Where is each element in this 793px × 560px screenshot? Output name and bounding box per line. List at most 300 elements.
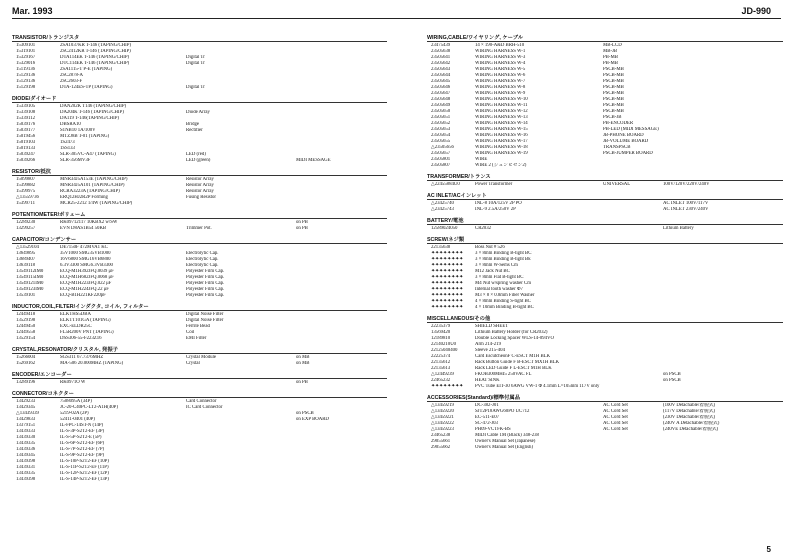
part-location: on PB [296,220,308,225]
part-remark: TRANSPSCB [603,145,631,150]
part-description: ERQ12HJ2R2P Forming [60,195,108,200]
part-description: RK09712117 10KBX2 w/SW [60,220,118,225]
part-number: ✦✦✦✦✦✦✦✦ [431,263,464,268]
part-description: SGS311 67.7376MHZ [60,355,104,360]
part-number: 15339108 [16,110,36,115]
part-remark: Diode Array [186,110,210,115]
parts-section [12,370,387,386]
part-number: 15329167 [16,55,36,60]
part-description: Power Transformer [475,182,513,187]
part-description: DTC114EK T-146 (TAPING/CHIP) [60,61,130,66]
parts-section [427,216,783,232]
part-remark: PSCB-MB [603,85,624,90]
part-number: 22465232 [431,378,451,383]
part-description: 4 × 8mm Binding S-tight BC [475,299,531,304]
part-number: 13439333 [16,429,36,434]
part-number: 15399975 [16,189,36,194]
part-description: 52411-0401 (40P) [60,417,95,422]
part-number: ✦✦✦✦✦✦✦✦ [431,293,464,298]
header-rule [12,18,781,19]
part-description: 2SC2878-A [60,73,83,78]
part-number: 13429833 [16,417,36,422]
part-description: IL-S-10P-S2T2-EF (10P) [60,459,109,464]
part-number: 29055662 [431,445,451,450]
part-description: IL-S-3P-S2T2-EF (3P) [60,429,105,434]
part-description: 1SS133 [60,146,75,151]
part-number: 23505654 [431,133,451,138]
part-number: 12449418 [16,312,36,317]
part-location: (100V Detachable/着脱式) [663,403,716,408]
part-description: WIRE 2 (ジュンビセン2) [475,163,527,168]
part-description: WIRING HARNESS W-11 [475,103,528,108]
part-description: IL-S-11P-S2T2-EF (11P) [60,465,109,470]
part-number: 15129136 [16,73,36,78]
part-description: MCR25-2212 1/4W (TAPING/CHIP) [60,201,133,206]
part-description: WIRING HARNESS W-16 [475,133,528,138]
part-description: MA-506 20.000MHZ (TAPING) [60,361,124,366]
part-description: ECQ-M1H682JFQ.0068 μF [60,275,114,280]
part-number: 22135638 [431,245,451,250]
part-number: 23505649 [431,103,451,108]
part-remark: Trimmer Pot. [186,226,212,231]
part-remark [603,445,663,451]
part-number: △23505656 [431,145,454,150]
part-number: 22140210U0 [431,342,457,347]
section-title: ACCESSORIES(Standard)/標準付属品 [427,393,783,402]
part-description: IL-S-6P-S2T2-EF (6P) [60,441,105,446]
part-description: DAN202K T146 (TAPING/CHIP) [60,104,127,109]
parts-section [12,302,387,342]
part-location [296,336,386,342]
part-number: 15019133 [16,146,36,151]
part-description: 1S2473 [60,140,75,145]
section-title: INDUCTOR,COIL,FILTER/インダクタ, コイル, フィルター [12,302,387,311]
part-description: RCRA3223A (TAPING/CHIP) [60,189,120,194]
part-remark: PSCB-MB [603,97,624,102]
part-remark: PB-LED (MIDI MESSAGE) [603,127,659,132]
part-remark: AC Cord Set [603,421,628,426]
part-number: 23505641 [431,55,451,60]
part-remark [603,384,663,390]
part-description: IL-S-5P-S2T2-E (5P) [60,435,102,440]
part-remark: Polyester Film Cap. [186,293,225,298]
part-description: SC-472-J03 [475,421,498,426]
left-column [12,30,387,483]
part-remark [603,163,663,169]
part-number: ✦✦✦✦✦✦✦✦ [431,299,464,304]
part-description: 6.3V3300 SMG6.3VB3300 [60,263,113,268]
part-description: ECQ-M1H392JFQ.0039 μF [60,269,114,274]
part-remark: Electrolytic Cap. [186,251,219,256]
part-number: 23505807 [431,163,451,168]
part-remark: EMI Filter [186,336,207,341]
part-number: 13549115IM0 [16,275,44,280]
part-description: DTA-124ES-TP (TAPING) [60,85,113,90]
part-remark: LED (green) [186,158,211,163]
part-description: INL-9 2.5A/250V 2P [475,207,516,212]
part-number: 23505646 [431,85,451,90]
part-number: 13439398 [16,477,36,482]
part-remark: Crystal [186,361,200,366]
part-number: 13429345 [16,405,36,410]
part-number: △13459220 [431,409,454,414]
part-description: WIRING HARNESS W-7 [475,79,526,84]
parts-row [12,158,387,164]
part-number: 15399882 [16,183,36,188]
part-description: Sleeve 215-404 [475,348,505,353]
header-model: JD-990 [741,6,771,16]
part-description: WIRING HARNESS W-1 [475,49,526,54]
part-number: 22235379 [431,324,451,329]
part-remark: Electrolytic Cap. [186,257,219,262]
part-location: on PSCB [663,378,681,383]
part-number: 22225374 [431,354,451,359]
parts-row [427,445,783,451]
part-number: △23425740 [431,201,454,206]
part-number: 13549123IM0 [16,287,44,292]
part-remark: AC Cord Set [603,427,628,432]
part-description: Internal tooth washer Φ7 [475,287,523,292]
part-number: 15119136 [16,67,36,72]
part-location [663,384,783,390]
part-description: IL-S-9P-S2T2-EF (9P) [60,453,105,458]
part-remark: Rectifier [186,128,203,133]
section-title: BATTERY/電池 [427,216,783,225]
part-description: 2SA1037KR T-146 (TAPING/CHIP) [60,43,132,48]
part-description: Rack LED Guide F L-ESCT M1H BLK [475,366,552,371]
part-location: AC INLET 230V/240V [663,207,709,212]
part-remark: Resistor Array [186,183,214,188]
part-description: DTA114EK T-146 (TAPING/CHIP) [60,55,130,60]
part-description: WIRING HARNESS W-5 [475,67,526,72]
part-number: 13439345 [16,453,36,458]
part-remark: PSCB-MB [603,109,624,114]
part-number: 12189810 [431,336,451,341]
part-number: 12449558 [16,330,36,335]
part-number: 23505638 [431,49,451,54]
part-description: MNR34J5A153E (TAPING/CHIP) [60,177,128,182]
part-description: WIRING HARNESS W-4 [475,61,526,66]
parts-row [427,163,783,169]
part-description: JC-20-C40PC-LT2-A1H(40P) [60,405,118,410]
part-remark: Resistor Array [186,177,214,182]
part-description: 3 × 8mm Flat B-tight BC [475,275,524,280]
part-description: ECQ-M1H223JFQ.022 μF [60,281,112,286]
parts-section [427,172,783,188]
part-remark: Digital Noise Filter [186,318,224,323]
part-remark: UNIVERSAL [603,182,631,187]
section-title: ENCODER/エンコーダー [12,370,387,379]
parts-row [12,380,387,386]
parts-row [427,226,783,232]
part-number: △13529104 [16,245,39,250]
part-location: (230V Detachable/着脱式) [663,415,716,420]
part-description: DSS306-55-F223Z16 [60,336,102,341]
right-column [427,30,783,451]
parts-row [12,477,387,483]
section-title: AC INLET/ACインレット [427,191,783,200]
part-remark: PB-MB [603,55,618,60]
part-description: 5219-02A (2P) [60,411,89,416]
part-number: 15266004 [16,355,36,360]
part-remark: Bridge [186,122,200,127]
part-number: 15339112 [16,116,36,121]
part-description: Owner's Manual Set (English) [475,445,534,450]
section-title: DIODE/ダイオード [12,94,387,103]
part-description: RK0971O W [60,380,86,385]
part-number: 13649895 [16,251,36,256]
parts-row [427,207,783,213]
part-number: 12589024050 [431,226,458,231]
parts-row [427,384,783,390]
part-description: DA204K T-146 (TAPING/CHIP) [60,110,124,115]
part-description: 2SC2603-F [60,79,83,84]
part-number: △13459222 [431,421,454,426]
part-location [296,85,386,91]
part-remark: Coil [186,330,195,335]
part-remark: Crystal Module [186,355,216,360]
part-number: △12449239 [431,372,454,377]
part-number: 12289230 [16,220,36,225]
part-number: 13289196 [16,380,36,385]
part-description: ELKTT101GA (TAPING) [60,318,111,323]
section-title: CONNECTOR/コネクター [12,389,387,398]
part-number: △13459219 [431,403,454,408]
part-description: ELKTHS5DBA [60,312,91,317]
part-number: 23505645 [431,79,451,84]
section-title: WIRING,CABLE/ワイヤリング, ケーブル [427,33,783,42]
part-description: INL-8 10A/125V 2P PO [475,201,522,206]
part-description: WIRE [475,157,488,162]
parts-section [12,345,387,367]
part-number: ✦✦✦✦✦✦✦✦ [431,384,464,389]
part-number: △13559736 [16,195,39,200]
parts-row [12,85,387,91]
part-description: WIRING HARNESS W-6 [475,73,526,78]
part-description: EXC-ELDR25C [60,324,92,329]
part-number: 23505801 [431,157,451,162]
section-title: RESISTOR/抵抗 [12,167,387,176]
part-description: Rack Button Guide F B-ESCT MX1H BLK [475,360,560,365]
parts-row [12,293,387,299]
parts-row [12,226,387,232]
part-number: 23465238 [431,433,451,438]
part-remark: PSCB-MB [603,67,624,72]
part-remark: Polyester Film Cap. [186,281,225,286]
part-number: 15129136 [16,79,36,84]
part-location: on PB [296,226,308,231]
part-remark [186,380,296,386]
part-remark: PSCB-JB [603,115,622,120]
part-remark: MB-LCD [603,43,622,48]
part-description: PH09-VCTFK-BS [475,427,511,432]
part-number: 13429233 [16,399,36,404]
parts-row [12,201,387,207]
part-remark: PSCB-MB [603,91,624,96]
part-number: 15039177 [16,128,36,133]
part-description: FL5R200V PNT (TAPING) [60,330,114,335]
part-remark: Ferrite Bead [186,324,210,329]
part-remark: AC Cord Set [603,409,628,414]
part-description: WIRING HARNESS W-10 [475,97,528,102]
part-remark: Card Connector [186,399,217,404]
section-title: TRANSISTOR/トランジスタ [12,33,387,42]
part-description: 16V6800 SMG16VB6800 [60,257,111,262]
part-description: MNR34J5A101 (TAPING/CHIP) [60,183,125,188]
part-location: on PB [296,380,308,385]
parts-row [427,182,783,188]
part-description: WIRING HARNESS W-3 [475,55,526,60]
part-number: 13529154 [16,336,36,341]
part-number: 15269162 [16,361,36,366]
part-number: 15319101 [16,49,36,54]
part-number: 13549121IM0 [16,281,44,286]
part-number: 15019103 [16,140,36,145]
part-description: S1NB10 1A/100V [60,128,96,133]
part-remark: AC Cord Set [603,415,628,420]
section-title: CAPACITOR/コンデンサー [12,235,387,244]
part-number: 23475439 [431,43,451,48]
part-description: WIRING HARNESS W-14 [475,121,528,126]
part-number: 15039176 [16,122,36,127]
part-number: 13439336 [16,447,36,452]
part-number: 15399711 [16,201,36,206]
parts-row [12,336,387,342]
part-remark: Digital Tr [186,55,205,60]
part-description: 4 × 10mm Binding B-tight BC [475,305,534,310]
part-description: WIRING HARNESS W-18 [475,145,528,150]
part-description: EVN D8AS1B54 50KB [60,226,107,231]
part-number: 23505643 [431,67,451,72]
part-location [296,293,386,299]
part-number: ✦✦✦✦✦✦✦✦ [431,275,464,280]
section-title: POTENTIOMETER/ボリューム [12,210,387,219]
part-remark [603,226,663,232]
part-description: EC-511-E07 [475,415,500,420]
parts-section [427,191,783,213]
part-remark: IC Card Connector [186,405,223,410]
part-description: MIDI Cable 1M (Black) 348-238 [475,433,539,438]
part-number: ✦✦✦✦✦✦✦✦ [431,305,464,310]
part-description: SLR-356MV3F [60,158,91,163]
part-description: MTZJ8B T-01 (TAPING) [60,134,110,139]
part-location: on MB [296,355,310,360]
part-description: WIRING HARNESS W-12 [475,109,528,114]
part-number: 13569420 [431,330,451,335]
part-remark: Digital Tr [186,85,205,90]
part-location [663,305,783,311]
part-description: WIRING HARNESS W-17 [475,139,528,144]
part-description: FKOB300MHI5 250VAC FL [475,372,532,377]
part-description: WIRING HARNESS W-9 [475,91,526,96]
part-number: 15039247 [16,152,36,157]
part-description: M12 Jack Nut BC [475,269,510,274]
part-remark: Fusing Resistor [186,195,216,200]
part-remark: JB-VOLUME BOARD [603,139,649,144]
part-number: △23425743 [431,207,454,212]
part-number: 22135613 [431,366,451,371]
part-number: 23505652 [431,121,451,126]
parts-section [12,389,387,483]
part-remark: MB-JB [603,49,618,54]
parts-section [12,210,387,232]
part-description: ECQ-B1H221KF220pF [60,293,106,298]
part-number: △13459221 [431,415,454,420]
part-number: 23505650 [431,109,451,114]
part-number: 15039266 [16,158,36,163]
parts-section [12,33,387,91]
part-number: 15019456 [16,134,36,139]
part-location: 100V/120V/220V/240V [663,182,710,187]
part-number: 23505648 [431,97,451,102]
part-description: IL-S-12P-S2T2-EF (12P) [60,471,109,476]
part-location: AC INLET 100V/117V [663,201,709,206]
parts-section [12,235,387,299]
part-number: △13439339 [16,411,39,416]
part-description: DA119 T-146(TAPING/CHIP) [60,116,119,121]
part-number: 15129198 [16,85,36,90]
part-description: Card EscutcheonF C-ESCT M1H BLK [475,354,551,359]
part-number: 15329016 [16,61,36,66]
part-location: on PSCB [296,411,314,416]
part-description: 3 × 8mm W-Sems Cm [475,263,518,268]
part-description: IL-FPC-14ST-N (14P) [60,423,104,428]
part-description: SHIELD SHEET [475,324,509,329]
part-location: on PSCB [663,372,681,377]
part-location: on MB [296,361,310,366]
part-description: ECQ-M1H224JFQ.22 μF [60,287,109,292]
part-description: 3 × 8mm Binding B-tight BC [475,251,532,256]
part-description: WIRING HARNESS W-8 [475,85,526,90]
part-number: 23505657 [431,151,451,156]
part-number: 13539101 [16,293,36,298]
part-number: 23505647 [431,91,451,96]
part-description: CR2032 [475,226,491,231]
part-number: ✦✦✦✦✦✦✦✦ [431,281,464,286]
part-remark: Resistor Array [186,189,214,194]
part-remark [186,201,296,207]
part-number: 13529198 [16,318,36,323]
part-number: ✦✦✦✦✦✦✦✦ [431,269,464,274]
header-date: Mar. 1993 [12,6,53,16]
part-remark: PSCB-MB [603,103,624,108]
part-remark: PB-MB [603,61,618,66]
parts-section [12,94,387,164]
part-number: ✦✦✦✦✦✦✦✦ [431,257,464,262]
part-remark: PSCB-JUMPER BOARD [603,151,653,156]
part-number: 13439335 [16,441,36,446]
section-title: MISCELLANEOUS/その他 [427,314,783,323]
page-number: 5 [766,545,771,554]
part-number: 15339105 [16,104,36,109]
part-number: 23505653 [431,127,451,132]
part-number: 29055661 [431,439,451,444]
part-description: SLR-305VC-A47 (TAPING) [60,152,116,157]
part-description: Boss Nut # 526 [475,245,505,250]
part-location: (117V Detachable/着脱式) [663,409,716,414]
part-description: 2SA1115-T P-E (TAPING) [60,67,113,72]
part-remark: AC Cord Set [603,403,628,408]
parts-row [427,305,783,311]
part-location [296,201,386,207]
part-number: ✦✦✦✦✦✦✦✦ [431,251,464,256]
part-description: SJT2P18AWG60PO UC712 [475,409,530,414]
part-number: 23505655 [431,139,451,144]
part-remark: Polyester Film Cap. [186,269,225,274]
part-remark: Polyester Film Cap. [186,275,225,280]
part-location [296,477,386,483]
part-number: 13379151 [16,423,36,428]
